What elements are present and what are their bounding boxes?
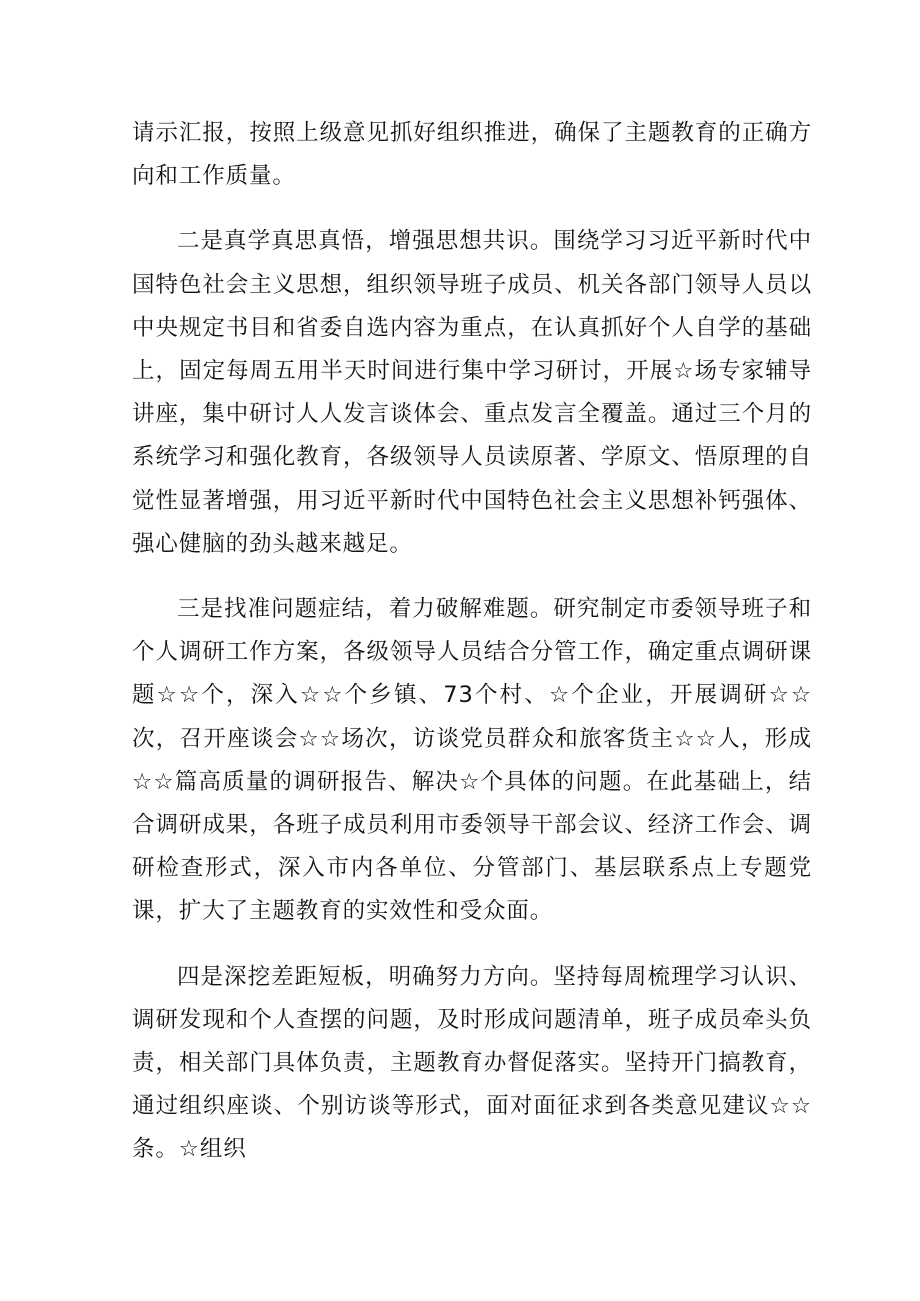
document-body: [132, 112, 812, 1172]
paragraph-point-two: 二是真学真思真悟，增强思想共识。围绕学习习近平新时代中国特色社会主义思想，组织领导班子成员、机关各部门领导人员以中央规定书目和省委自选内容为重点，在认真抓好个人自学的基础上，固定每周五用半天时间进行集中学习研讨，开展☆场专家辅导讲座，集中研讨人人发言谈体会、重点发言全覆盖。通过三个月的系统学习和强化教育，各级领导人员读原著、学原文、悟原理的自觉性显著增强，用习近平新时代中国特色社会主义思想补钙强体、强心健脑的劲头越来越足。: [132, 228, 812, 557]
paragraph-point-four: 四是深挖差距短板，明确努力方向。坚持每周梳理学习认识、调研发现和个人查摆的问题，及时形成问题清单，班子成员牵头负责，相关部门具体负责，主题教育办督促落实。坚持开门搞教育，通过组织座谈、个别访谈等形式，面对面征求到各类意见建议☆☆条。☆组织: [132, 963, 812, 1163]
paragraph-continuation: 请示汇报，按照上级意见抓好组织推进，确保了主题教育的正确方向和工作质量。: [132, 120, 812, 190]
paragraph-point-three: 三是找准问题症结，着力破解难题。研究制定市委领导班子和个人调研工作方案，各级领导人员结合分管工作，确定重点调研课题☆☆个，深入☆☆个乡镇、73个村、☆个企业，开展调研☆☆次，召开座谈会☆☆场次，访谈党员群众和旅客货主☆☆人，形成☆☆篇高质量的调研报告、解决☆个具体的问题。在此基础上，结合调研成果，各班子成员利用市委领导干部会议、经济工作会、调研检查形式，深入市内各单位、分管部门、基层联系点上专题党课，扩大了主题教育的实效性和受众面。: [132, 596, 812, 925]
